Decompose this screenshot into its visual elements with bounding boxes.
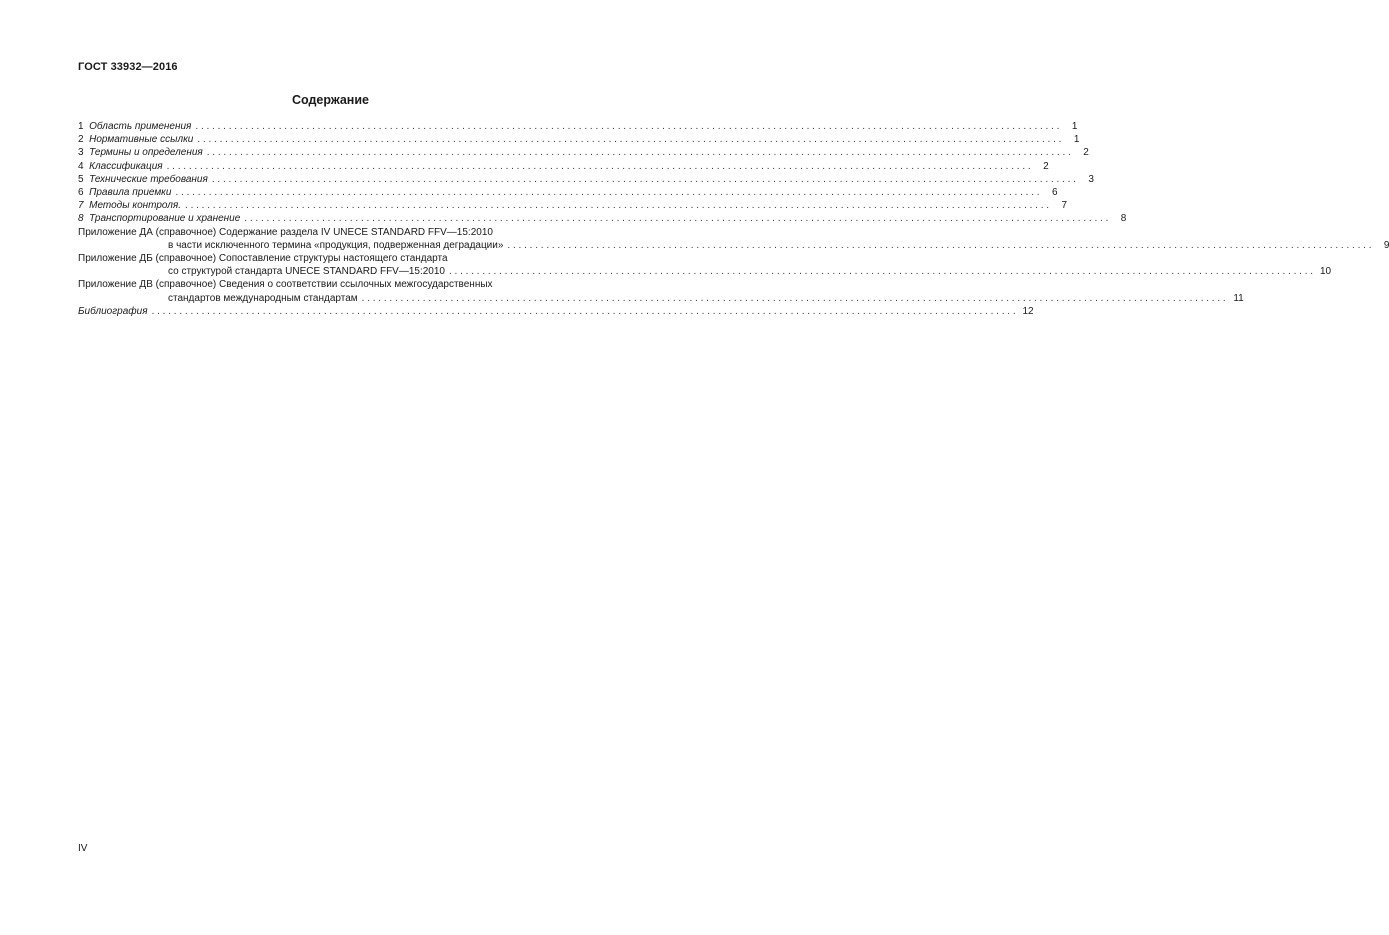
appendix-subtitle: в части исключенного термина «продукция, подверженная деградации» bbox=[168, 239, 504, 251]
toc-entry-label: 5 Технические требования bbox=[78, 173, 208, 185]
dot-leader bbox=[167, 160, 1031, 173]
toc-page-number: 1 bbox=[1071, 121, 1078, 132]
dot-leader bbox=[207, 146, 1071, 159]
toc-entry-label: Библиография bbox=[78, 305, 148, 317]
toc-page-number: 10 bbox=[1319, 266, 1332, 278]
toc-entry-7[interactable] bbox=[78, 199, 1068, 212]
dot-leader bbox=[185, 199, 1049, 212]
toc-page-number: 3 bbox=[1088, 173, 1094, 185]
toc-entry-label: 8 Транспортирование и хранение bbox=[78, 213, 241, 225]
dot-leader bbox=[175, 186, 1039, 199]
toc-page-number: 2 bbox=[1043, 160, 1049, 172]
toc-entry-label: 1 Область применения bbox=[78, 121, 192, 132]
toc-page-number: 1 bbox=[1073, 134, 1080, 146]
toc-page-number: 12 bbox=[1022, 305, 1034, 317]
appendix-title: Приложение ДВ (справочное) Сведения о соответствии ссылочных межгосударственных bbox=[78, 279, 493, 291]
toc-entry-2[interactable] bbox=[78, 133, 1080, 146]
toc-page-number: 7 bbox=[1061, 200, 1068, 212]
toc-entry-label: 2 Нормативные ссылки bbox=[78, 134, 194, 146]
appendix-subtitle: стандартов международным стандартам bbox=[168, 292, 358, 304]
toc-entry-label: 3 Термины и определения bbox=[78, 147, 203, 159]
toc-entry-label: 7 Методы контроля. bbox=[78, 200, 182, 212]
dot-leader bbox=[362, 292, 1226, 305]
dot-leader bbox=[449, 265, 1313, 278]
toc-entry-5[interactable] bbox=[78, 173, 1094, 186]
toc-page-number: 8 bbox=[1120, 213, 1127, 225]
toc-page-number: 2 bbox=[1083, 147, 1089, 159]
dot-leader bbox=[244, 212, 1108, 225]
appendix-entry-dv[interactable] bbox=[78, 278, 1244, 304]
appendix-subtitle: со структурой стандарта UNECE STANDARD FFV—15:2010 bbox=[168, 266, 445, 278]
appendix-title: Приложение ДБ (справочное) Сопоставление структуры настоящего стандарта bbox=[78, 253, 448, 265]
dot-leader bbox=[212, 173, 1076, 186]
document-code: ГОСТ 33932—2016 bbox=[78, 61, 178, 73]
table-of-contents bbox=[78, 120, 1389, 318]
toc-page-number: 11 bbox=[1233, 292, 1244, 304]
toc-entry-label: 4 Классификация bbox=[78, 160, 163, 172]
page-number: IV bbox=[78, 843, 88, 854]
dot-leader bbox=[507, 239, 1371, 252]
toc-entry-1[interactable] bbox=[78, 120, 1078, 133]
page-title: Содержание bbox=[291, 93, 369, 107]
toc-entry-4[interactable] bbox=[78, 160, 1049, 173]
toc-page-number: 9 bbox=[1383, 239, 1389, 251]
dot-leader bbox=[152, 305, 1016, 318]
toc-entry-8[interactable] bbox=[78, 212, 1127, 225]
appendix-entry-da[interactable] bbox=[78, 226, 1389, 252]
appendix-title: Приложение ДА (справочное) Содержание раздела IV UNECE STANDARD FFV—15:2010 bbox=[78, 226, 493, 238]
dot-leader bbox=[197, 133, 1061, 146]
toc-entry-label: 6 Правила приемки bbox=[78, 187, 172, 199]
toc-entry-3[interactable] bbox=[78, 146, 1089, 159]
toc-page-number: 6 bbox=[1051, 187, 1058, 199]
dot-leader bbox=[195, 120, 1059, 133]
appendix-entry-db[interactable] bbox=[78, 252, 1332, 278]
toc-entry-bibliography[interactable] bbox=[78, 305, 1034, 318]
toc-entry-6[interactable] bbox=[78, 186, 1058, 199]
